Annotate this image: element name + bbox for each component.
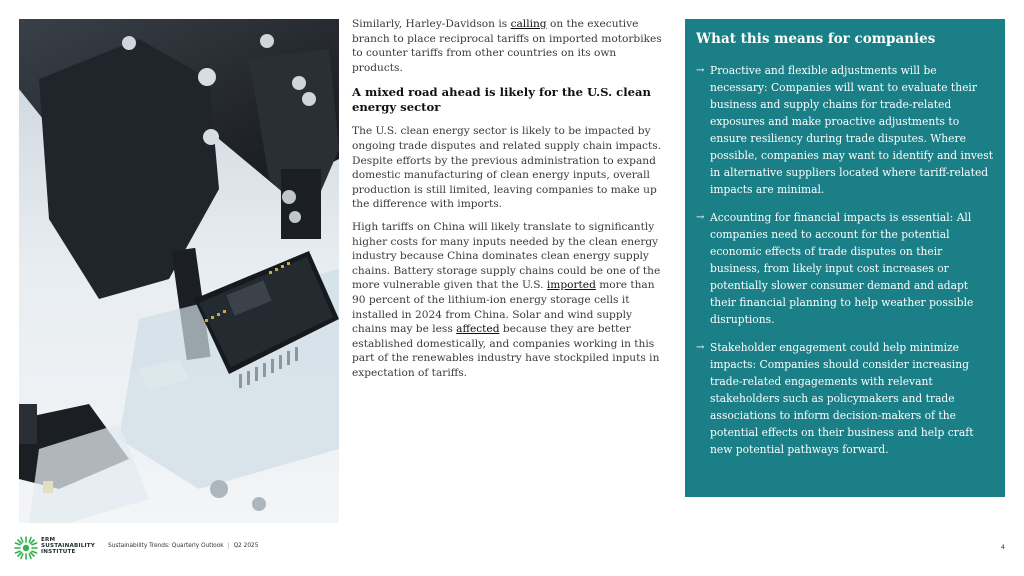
logo-line: SUSTAINABILITY <box>41 543 96 549</box>
logo-wordmark <box>41 537 95 555</box>
erm-logo-icon <box>12 534 40 562</box>
bullet-text: Proactive and flexible adjustments will be necessary: Companies will want to evaluate their business and supply chains for trade-related exposures and make proactive adjustments to ensure resiliency during trade disputes. Where possible, companies may want to identify and invest in alternative suppliers located where tariff-related impacts are minimal. <box>710 64 993 196</box>
bullet-text: Accounting for financial impacts is essential: All companies need to account for the potential economic effects of trade disputes on their business, from likely input cost increases or potentially slower consumer demand and adapt their financial planning to help weather possible disruptions. <box>710 211 974 326</box>
list-item <box>696 209 993 328</box>
list-item <box>696 339 993 458</box>
paragraph-harley <box>352 17 670 75</box>
callout-title: What this means for companies <box>696 31 936 47</box>
calling-link[interactable]: calling <box>510 18 547 30</box>
erm-logo <box>12 534 40 566</box>
arrow-icon: → <box>696 65 705 76</box>
doc-title: Sustainability Trends: Quarterly Outlook <box>108 543 224 549</box>
logo-line: ERM <box>41 537 56 543</box>
section-heading: A mixed road ahead is likely for the U.S. clean energy sector <box>352 85 651 115</box>
robotic-arm-photo <box>19 19 339 523</box>
imported-link[interactable]: imported <box>546 279 596 292</box>
text-span: Similarly, Harley-Davidson is <box>352 18 511 30</box>
arrow-icon: → <box>696 342 705 353</box>
paragraph-clean-energy: The U.S. clean energy sector is likely to be impacted by ongoing trade disputes and related supply chain impacts. Despite efforts by the previous administration to expand domestic manufacturing of clean energy inputs, overall production is still limited, leaving companies to make up the difference with imports. <box>352 125 662 211</box>
text-span: on the executive branch to place reciprocal tariffs on imported motorbikes to counter tariffs from other countries on its own products. <box>352 18 662 74</box>
footer-doc-title <box>108 543 258 549</box>
arrow-icon: → <box>696 212 705 223</box>
article-body <box>352 17 670 388</box>
bullet-text: Stakeholder engagement could help minimize impacts: Companies should consider increasing trade-related engagements with relevant stakeholders such as policymakers and trade associations to inform decision-makers of the potential effects on their business and help craft new potential pathways forward. <box>710 341 974 456</box>
list-item <box>696 62 993 198</box>
separator: | <box>227 543 230 549</box>
page-footer <box>0 532 1024 576</box>
text-span: more than 90 percent of the lithium-ion energy storage cells it installed in 2024 from China. Solar and wind supply chains may be less <box>352 279 655 336</box>
page-number: 4 <box>1000 543 1005 551</box>
robotic-arm-illustration <box>19 19 339 523</box>
affected-link[interactable]: affected <box>456 323 500 336</box>
logo-line: INSTITUTE <box>41 549 76 555</box>
callout-list <box>696 62 993 458</box>
text-span: because they are better established domestically, and companies working in this part of the renewables industry have stockpiled inputs in expectation of tariffs. <box>352 323 660 379</box>
callout-box <box>685 19 1005 497</box>
text-span: High tariffs on China will likely translate to significantly higher costs for many inputs needed by the clean energy industry because China dominates clean energy supply chains. Battery storage supply chains could be one of the more vulnerable given that the U.S. <box>352 220 661 292</box>
paragraph-tariffs-china <box>352 220 670 381</box>
doc-date: Q2 2025 <box>233 543 259 549</box>
